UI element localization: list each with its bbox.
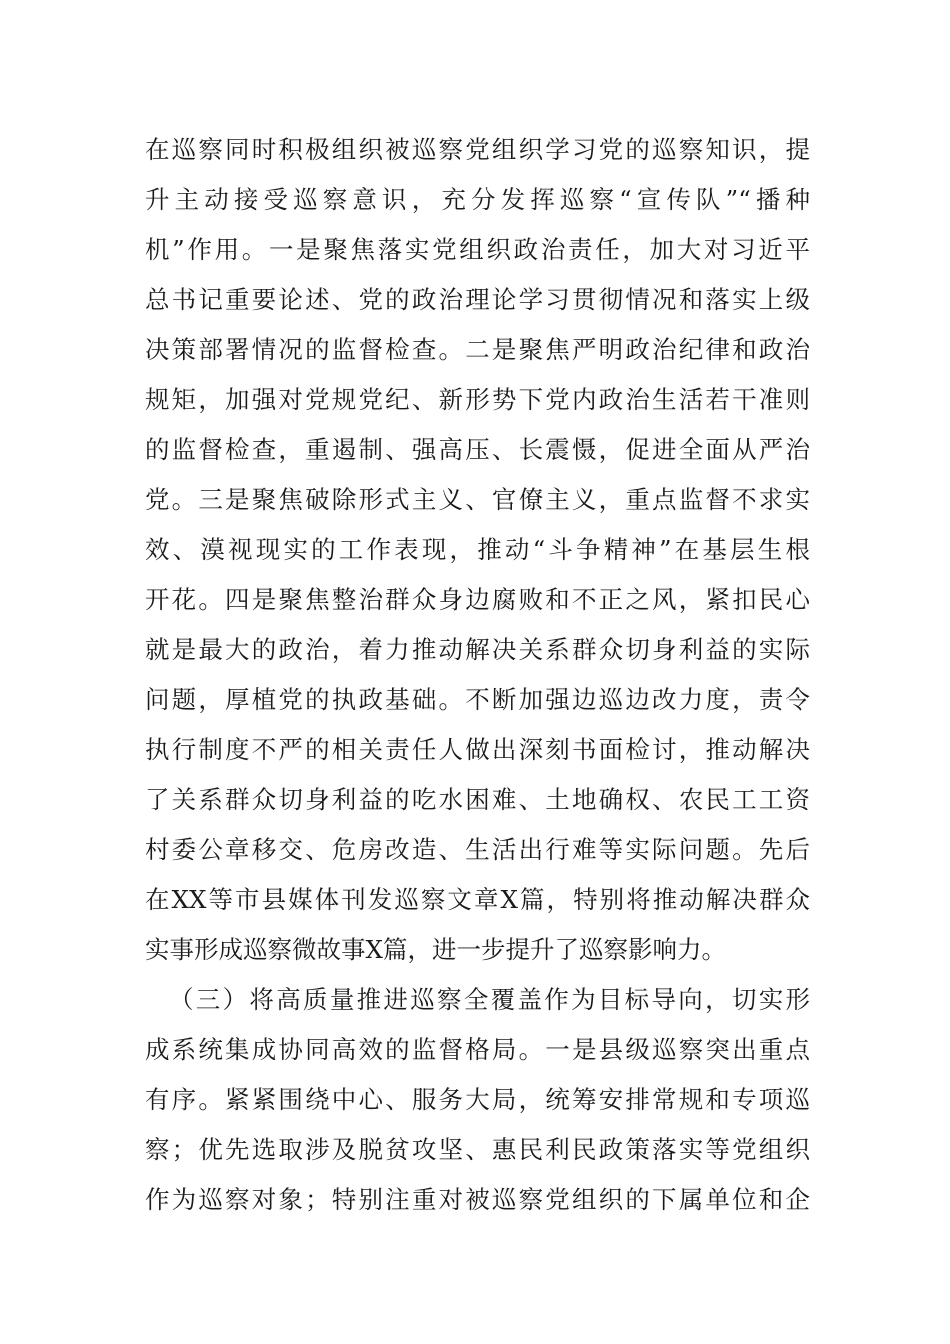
text-line: 问题，厚植党的执政基础。不断加强边巡边改力度，责令 bbox=[145, 685, 810, 714]
text-line: 在XX等市县媒体刊发巡察文章X篇，特别将推动解决群众 bbox=[145, 885, 810, 914]
text-line: 规矩，加强对党规党纪、新形势下党内政治生活若干准则 bbox=[145, 385, 810, 414]
text-line: 党。三是聚焦破除形式主义、官僚主义，重点监督不求实 bbox=[145, 485, 810, 514]
text-line: 机”作用。一是聚焦落实党组织政治责任，加大对习近平 bbox=[145, 235, 810, 264]
text-line: 就是最大的政治，着力推动解决关系群众切身利益的实际 bbox=[145, 635, 810, 664]
text-line: 实事形成巡察微故事X篇，进一步提升了巡察影响力。 bbox=[145, 935, 726, 964]
text-line: 开花。四是聚焦整治群众身边腐败和不正之风，紧扣民心 bbox=[145, 585, 810, 614]
text-line: 成系统集成协同高效的监督格局。一是县级巡察突出重点 bbox=[145, 1035, 810, 1064]
text-line: 了关系群众切身利益的吃水困难、土地确权、农民工工资 bbox=[145, 785, 810, 814]
text-line: 有序。紧紧围绕中心、服务大局，统筹安排常规和专项巡 bbox=[145, 1085, 810, 1114]
text-line: 执行制度不严的相关责任人做出深刻书面检讨，推动解决 bbox=[145, 735, 810, 764]
text-line: 在巡察同时积极组织被巡察党组织学习党的巡察知识，提 bbox=[145, 135, 810, 164]
text-line: 升主动接受巡察意识，充分发挥巡察“宣传队”“播种 bbox=[145, 185, 810, 214]
text-line: 决策部署情况的监督检查。二是聚焦严明政治纪律和政治 bbox=[145, 335, 810, 364]
text-line: 总书记重要论述、党的政治理论学习贯彻情况和落实上级 bbox=[145, 285, 810, 314]
text-line: 察；优先选取涉及脱贫攻坚、惠民利民政策落实等党组织 bbox=[145, 1135, 810, 1164]
text-line: 村委公章移交、危房改造、生活出行难等实际问题。先后 bbox=[145, 835, 810, 864]
text-line: 作为巡察对象；特别注重对被巡察党组织的下属单位和企 bbox=[145, 1185, 810, 1214]
section-heading-line: （三）将高质量推进巡察全覆盖作为目标导向，切实形 bbox=[169, 985, 810, 1014]
text-line: 效、漠视现实的工作表现，推动“斗争精神”在基层生根 bbox=[145, 535, 810, 564]
text-line: 的监督检查，重遏制、强高压、长震慑，促进全面从严治 bbox=[145, 435, 810, 464]
